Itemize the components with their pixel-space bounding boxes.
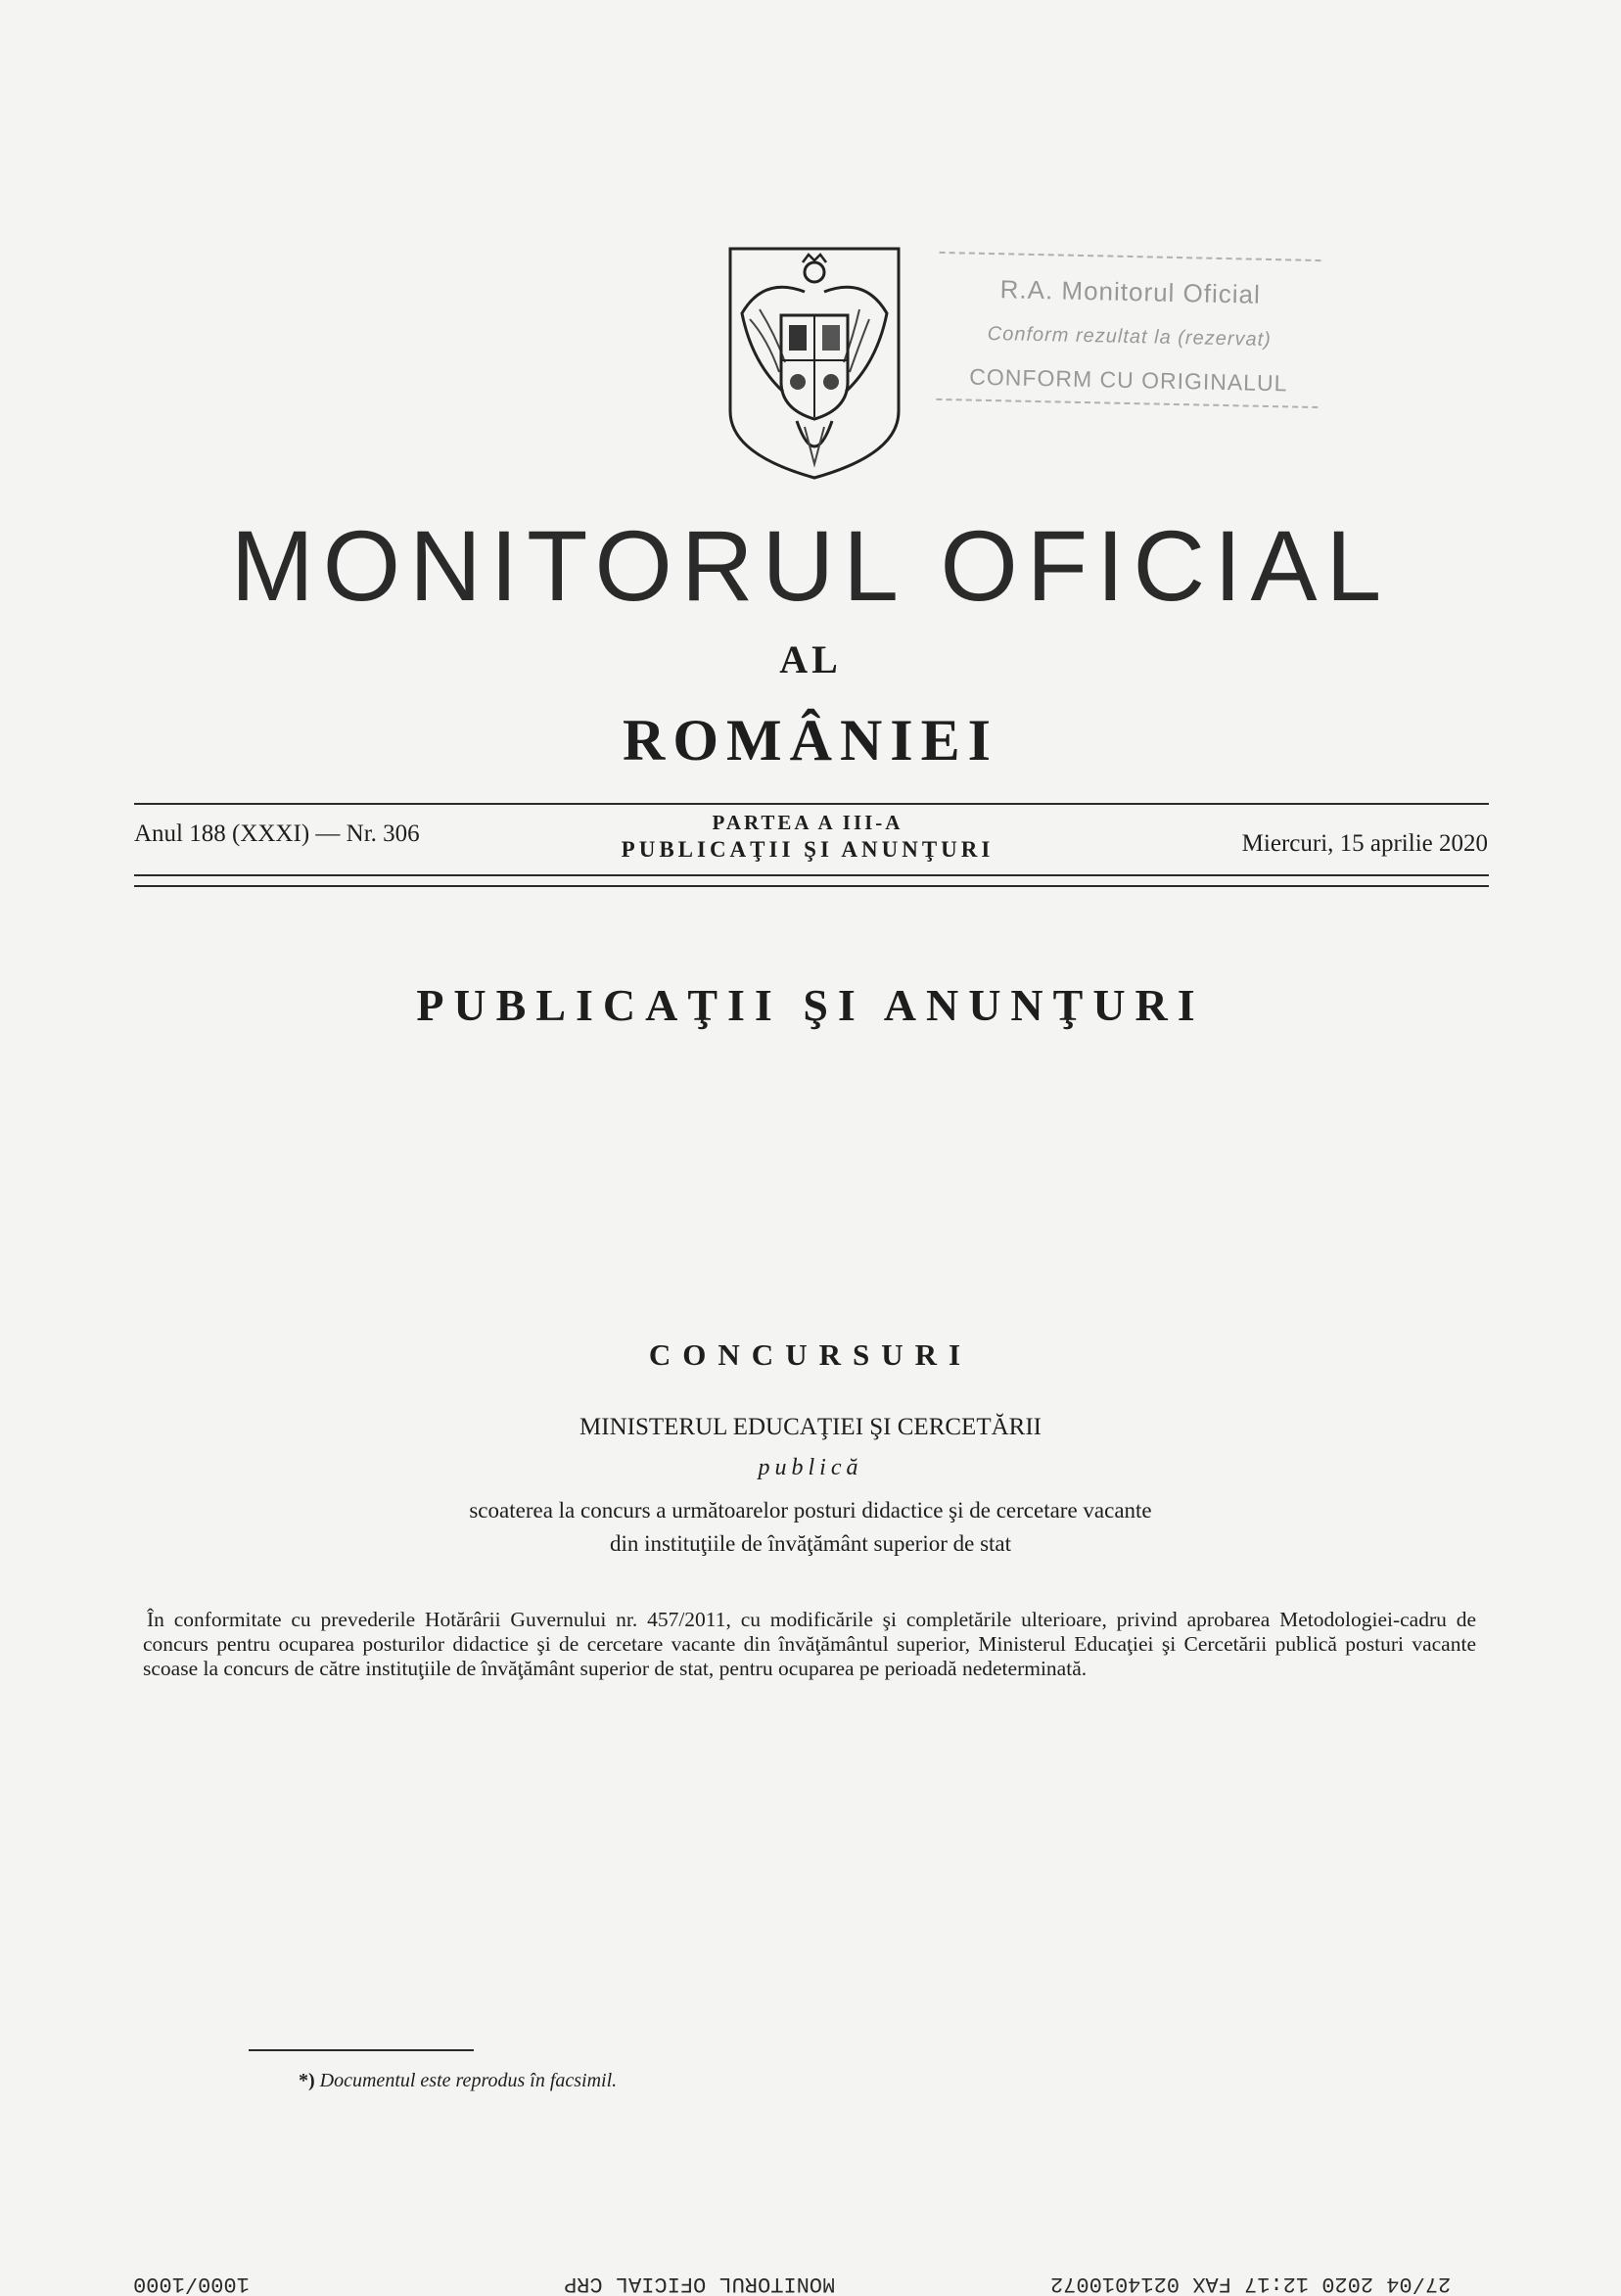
- fax-timestamp: 27/04 2020 12:17 FAX 0214010072: [1050, 2272, 1452, 2296]
- stamp-line-1: R.A. Monitorul Oficial: [999, 274, 1262, 309]
- fax-page-count: 1000/1000: [133, 2272, 250, 2296]
- announcement-heading: CONCURSURI: [648, 1337, 973, 1372]
- section-heading: PUBLICAŢII ŞI ANUNŢURI: [416, 980, 1205, 1030]
- announcement-body: În conformitate cu prevederile Hotărârii Guvernului nr. 457/2011, cu modificările şi completările ulterioare, privind aprobarea Metodologiei-cadru de concurs pentru ocuparea posturilor didactice şi de cercetare vacante din învăţământul superior, Ministerul Educaţiei şi Cercetării publică posturi vacante scoase la concurs de către instituţiile de învăţământ superior de stat, pentru ocuparea pe perioadă nedeterminată.: [143, 1608, 1476, 1680]
- stamp-line-2: Conform rezultat la (rezervat): [987, 322, 1273, 351]
- stamp-line-3: CONFORM CU ORIGINALUL: [969, 363, 1288, 397]
- conformity-stamp: [916, 245, 1342, 410]
- part-label: [548, 811, 1067, 863]
- masthead-country: ROMÂNIEI: [622, 708, 998, 773]
- announcement-line-1: scoaterea la concurs a următoarelor posturi didactice şi de cercetare vacante: [469, 1498, 1152, 1523]
- issue-date: Miercuri, 15 aprilie 2020: [1241, 830, 1488, 857]
- fax-sender: MONITORUL OFICIAL CRP: [564, 2272, 836, 2296]
- ministry-name: MINISTERUL EDUCAŢIEI ŞI CERCETĂRII: [579, 1414, 1042, 1440]
- masthead-title: MONITORUL OFICIAL: [230, 510, 1391, 622]
- footnote-text: Documentul este reprodus în facsimil.: [319, 2070, 618, 2091]
- announcement-line-2: din instituţiile de învăţământ superior de stat: [609, 1531, 1012, 1556]
- footnote-mark: *): [299, 2070, 315, 2091]
- coat-of-arms-icon: [726, 245, 903, 482]
- issue-number: Anul 188 (XXXI) — Nr. 306: [134, 820, 420, 847]
- part-subtitle: PUBLICAŢII ŞI ANUNŢURI: [621, 837, 995, 862]
- issue-rule-bottom-2: [134, 885, 1489, 887]
- announcement-verb: publică: [758, 1455, 863, 1480]
- stamp-border-bottom: [936, 398, 1318, 408]
- part-number: PARTEA A III-A: [712, 811, 903, 834]
- footnote-rule: [249, 2049, 474, 2051]
- stamp-border-top: [940, 252, 1321, 261]
- issue-rule-bottom-1: [134, 874, 1489, 876]
- issue-rule-top: [134, 803, 1489, 805]
- masthead-al: AL: [779, 637, 842, 681]
- footnote: [299, 2070, 617, 2092]
